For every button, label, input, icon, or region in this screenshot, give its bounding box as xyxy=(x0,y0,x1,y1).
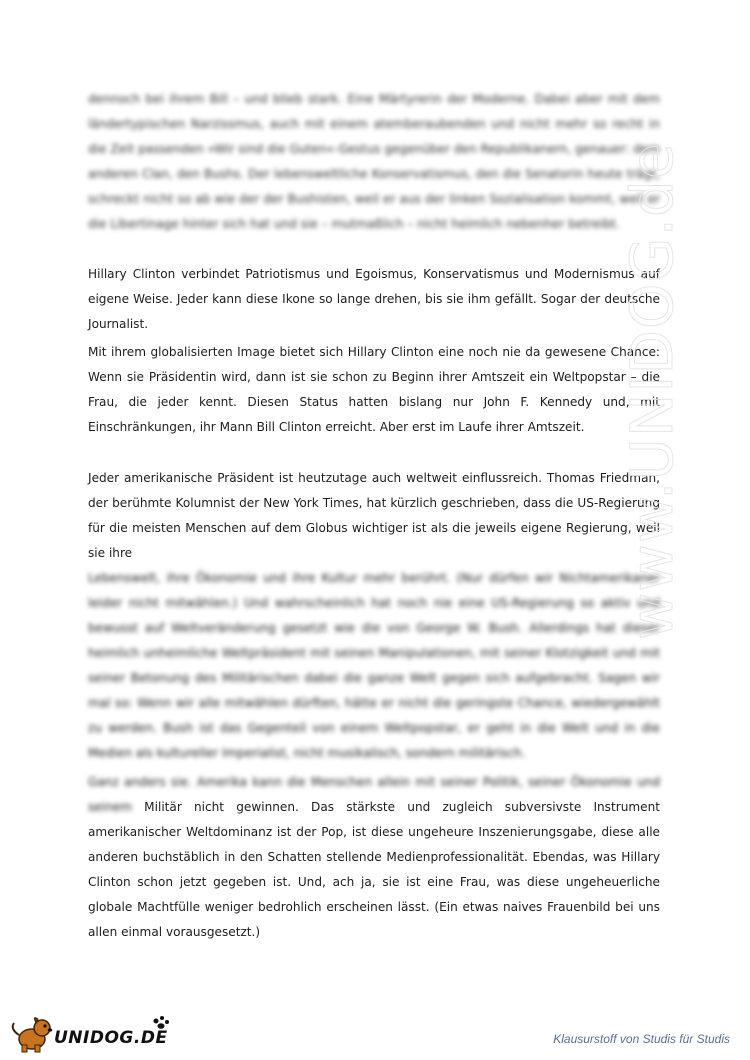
unidog-logo-text: UNIDOG.DE xyxy=(54,1028,168,1048)
paragraph-4-blurred: Lebenswelt, ihre Ökonomie und ihre Kultur mehr berührt. (Nur dürfen wir Nichtamerikaner leider nicht mitwählen.) Und wahrscheinlich hat noch nie eine US-Regierung so aktiv und bewusst auf Weltveränderung gesetzt wie die von George W. Bush. Allerdings hat dieser heimlich unheimliche Weltpräsident mit seinen Manipulationen, mit seiner Klotzigkeit und mit seiner Betonung des Militärischen dabei die ganze Welt gegen sich aufgebracht. Sagen wir mal so: Wenn wir alle mitwählen dürften, hätte er nicht die geringste Chance, wiedergewählt zu werden. Bush ist das Gegenteil von einem Weltpopstar, er geht in die Welt und in die Medien als kultureller Imperialist, nicht musikalisch, sondern militärisch. xyxy=(88,571,660,760)
paragraph-1-blurred: dennoch bei ihrem Bill – und blieb stark. Eine Märtyrerin der Moderne. Dabei aber mit dem ländertypischen Narzissmus, auch mit einem atemberaubenden und nicht mehr so recht in die Zeit passenden »Wir sind die Guten«-Gestus gegenüber den Republikanern, genauer: dem anderen Clan, den Bushs. Der lebensweltliche Konservatismus, den die Senatorin heute trägt, schreckt nicht so ab wie der der Bushisten, weil er aus der linken Sozialisation kommt, weil er die Libertinage hinter sich hat und sie – mutmaßlich – nicht heimlich nebenher betreibt. xyxy=(88,92,660,231)
paragraph-2: Hillary Clinton verbindet Patriotismus und Egoismus, Konservatismus und Modernismus auf eigene Weise. Jeder kann diese Ikone so lange drehen, bis sie ihm gefällt. Sogar der deutsche Journalist. xyxy=(88,267,660,331)
paragraph-3: Mit ihrem globalisierten Image bietet sich Hillary Clinton eine noch nie da gewesene Chance: Wenn sie Präsidentin wird, dann ist sie schon zu Beginn ihrer Amtszeit ein Weltpopstar – die Frau, die jeder kennt. Diesen Status hatten bislang nur John F. Kennedy und, mit Einschränkungen, ihr Mann Bill Clinton erreicht. Aber erst im Laufe ihrer Amtszeit. xyxy=(88,345,660,434)
paragraph-4 xyxy=(88,466,660,766)
footer-tagline: Klausurstoff von Studis für Studis xyxy=(553,1032,730,1046)
paragraph-5-visible: Militär nicht gewinnen. Das stärkste und zugleich subversivste Instrument amerikanischer Weltdominanz ist der Pop, ist diese ungeheure Inszenierungsgabe, diese alle anderen buchstäblich in den Schatten stellende Medienprofessionalität. Ebendas, was Hillary Clinton schon jetzt gegeben ist. Und, ach ja, sie ist eine Frau, was diese ungeheuerliche globale Machtfülle weniger bedrohlich erscheinen lässt. (Ein etwas naives Frauenbild bei uns allen einmal vorausgesetzt.) xyxy=(88,800,660,939)
paragraph-5-blurred: Ganz anders sie. Amerika kann die Menschen allein mit seiner Politik, seiner Ökonomie und seinem xyxy=(88,775,660,814)
paragraph-5 xyxy=(88,770,660,945)
watermark: www.UNIDOG.de xyxy=(618,142,686,640)
paragraph-4-visible: Jeder amerikanische Präsident ist heutzutage auch weltweit einflussreich. Thomas Friedman, der berühmte Kolumnist der New York Times, hat kürzlich geschrieben, dass die US-Regierung für die meisten Menschen auf dem Globus wichtiger ist als die jeweils eigene Regierung, weil sie ihre xyxy=(88,471,660,560)
